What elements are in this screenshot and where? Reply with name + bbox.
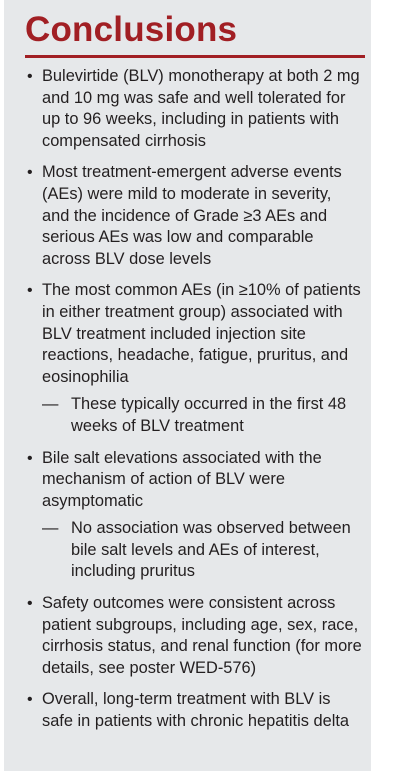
list-item	[4, 162, 371, 270]
list-item	[4, 593, 371, 679]
sub-bullet-marker: —	[42, 519, 59, 538]
bullet-marker: •	[27, 691, 33, 709]
list-item	[4, 280, 371, 437]
list-item	[4, 66, 371, 152]
sub-bullet-text: No association was observed between bile salt levels and AEs of interest, including pruritus	[71, 519, 351, 581]
sub-bullet-text: These typically occurred in the first 48 weeks of BLV treatment	[71, 395, 347, 435]
sub-bullet-marker: —	[42, 395, 59, 414]
bullet-text: Safety outcomes were consistent across patient subgroups, including age, sex, race, cirrhosis status, and renal function (for more details, see poster WED-576)	[42, 594, 362, 677]
list-item	[4, 448, 371, 584]
list-item	[4, 689, 371, 732]
bullet-marker: •	[27, 449, 33, 467]
bullet-marker: •	[27, 282, 33, 300]
conclusions-list	[4, 66, 371, 743]
sub-bullet	[42, 394, 363, 437]
bullet-marker: •	[27, 68, 33, 85]
bullet-marker: •	[27, 595, 33, 613]
bullet-text: Bile salt elevations associated with the mechanism of action of BLV were asymptomatic	[42, 448, 322, 510]
bullet-text: Bulevirtide (BLV) monotherapy at both 2 mg and 10 mg was safe and well tolerated for up to 96 weeks, including in patients with compensated cirrhosis	[42, 67, 360, 150]
section-title: Conclusions	[25, 10, 238, 49]
conclusions-panel	[4, 0, 371, 771]
title-underline	[25, 55, 365, 58]
sub-bullet	[42, 518, 363, 583]
bullet-text: Most treatment-emergent adverse events (AEs) were mild to moderate in severity, and the incidence of Grade ≥3 AEs and serious AEs was low and comparable across BLV dose levels	[42, 163, 342, 268]
bullet-text: Overall, long-term treatment with BLV is safe in patients with chronic hepatitis delta	[42, 690, 350, 731]
bullet-text: The most common AEs (in ≥10% of patients in either treatment group) associated with BLV treatment included injection site reactions, headache, fatigue, pruritus, and eosinophilia	[42, 281, 361, 386]
bullet-marker: •	[27, 164, 33, 182]
